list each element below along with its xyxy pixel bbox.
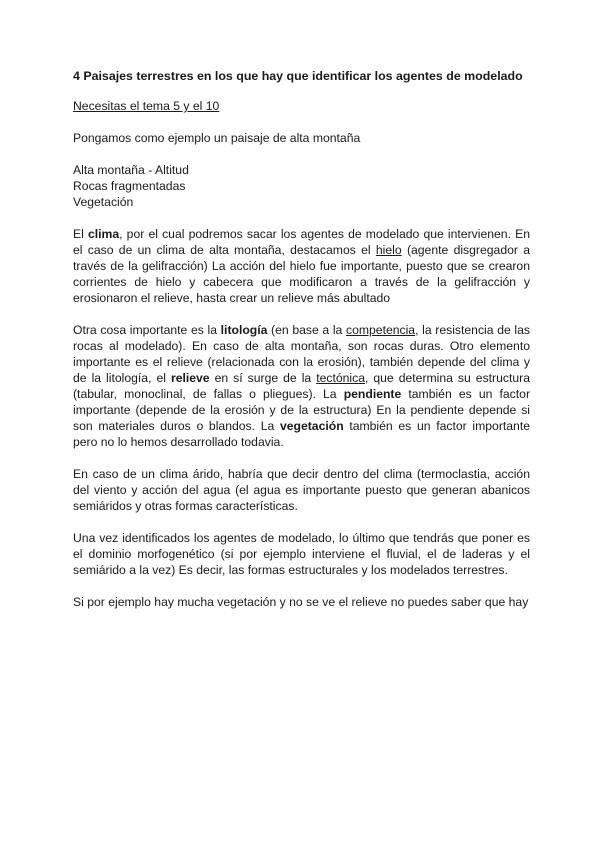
document-body (73, 68, 530, 610)
term-hielo: hielo (375, 243, 402, 257)
text-run: en sí surge de la (209, 371, 317, 385)
list-item: Alta montaña - Altitud (73, 163, 189, 177)
paragraph-dominio-morfogenetico: Una vez identificados los agentes de modelado, lo último que tendrás que poner es el dominio morfogenético (si por ejemplo interviene el fluvial, el de laderas y el semiárido a la vez) Es decir, las formas estructurales y los modelados terrestres. (73, 531, 530, 577)
paragraph-vegetacion: Si por ejemplo hay mucha vegetación y no se ve el relieve no puedes saber que hay (73, 595, 529, 609)
text-run: , por el cual podremos sacar los agentes de modelado que intervienen. En el caso de un clima de alta montaña, destacamos el (73, 227, 530, 257)
intro-line: Pongamos como ejemplo un paisaje de alta montaña (73, 131, 361, 145)
text-run: Otra cosa importante es la (73, 323, 221, 337)
text-run: también es un factor importante (depende de la erosión y de la estructura) En la pendiente depende si son materiales duros o blandos. La (73, 387, 531, 433)
term-clima: clima (87, 227, 120, 241)
list-item: Rocas fragmentadas (73, 179, 186, 193)
page-title: 4 Paisajes terrestres en los que hay que identificar los agentes de modelado (73, 69, 523, 83)
text-run: (agente disgregador a través de la gelifracción) La acción del hielo fue importante, puesto que se crearon corrientes de hielo y cabecera que modificaron a través de la gelifracción y erosionaron el relieve, hasta crear un relieve más abultado (73, 243, 531, 305)
term-relieve: relieve (170, 371, 210, 385)
term-litologia: litología (220, 323, 268, 337)
paragraph-clima-arido: En caso de un clima árido, habría que decir dentro del clima (termoclastia, acción del viento y acción del agua (el agua es importante puesto que generan abanicos semiáridos y otras formas características. (73, 467, 530, 513)
feature-list (73, 162, 530, 210)
text-run: (en base a la (267, 323, 346, 337)
prerequisite-note: Necesitas el tema 5 y el 10 (73, 99, 220, 113)
term-competencia: competencia (345, 323, 416, 337)
paragraph-clima (73, 226, 530, 306)
text-run: El (73, 227, 88, 241)
paragraph-litologia (73, 322, 530, 450)
text-run: también es un factor importante pero no lo hemos desarrollado todavia. (73, 419, 530, 449)
term-tectonica: tectónica (316, 371, 365, 385)
list-item: Vegetación (73, 195, 134, 209)
term-pendiente: pendiente (343, 387, 402, 401)
term-vegetacion: vegetación (279, 419, 344, 433)
text-run: , la resistencia de las rocas al modelado). En caso de alta montaña, son rocas duras. Otro elemento importante es el relieve (relacionada con la erosión), también depende del clima y de la litología, el (73, 323, 530, 385)
text-run: , que determina su estructura (tabular, monoclinal, de fallas o pliegues). La (73, 371, 530, 401)
